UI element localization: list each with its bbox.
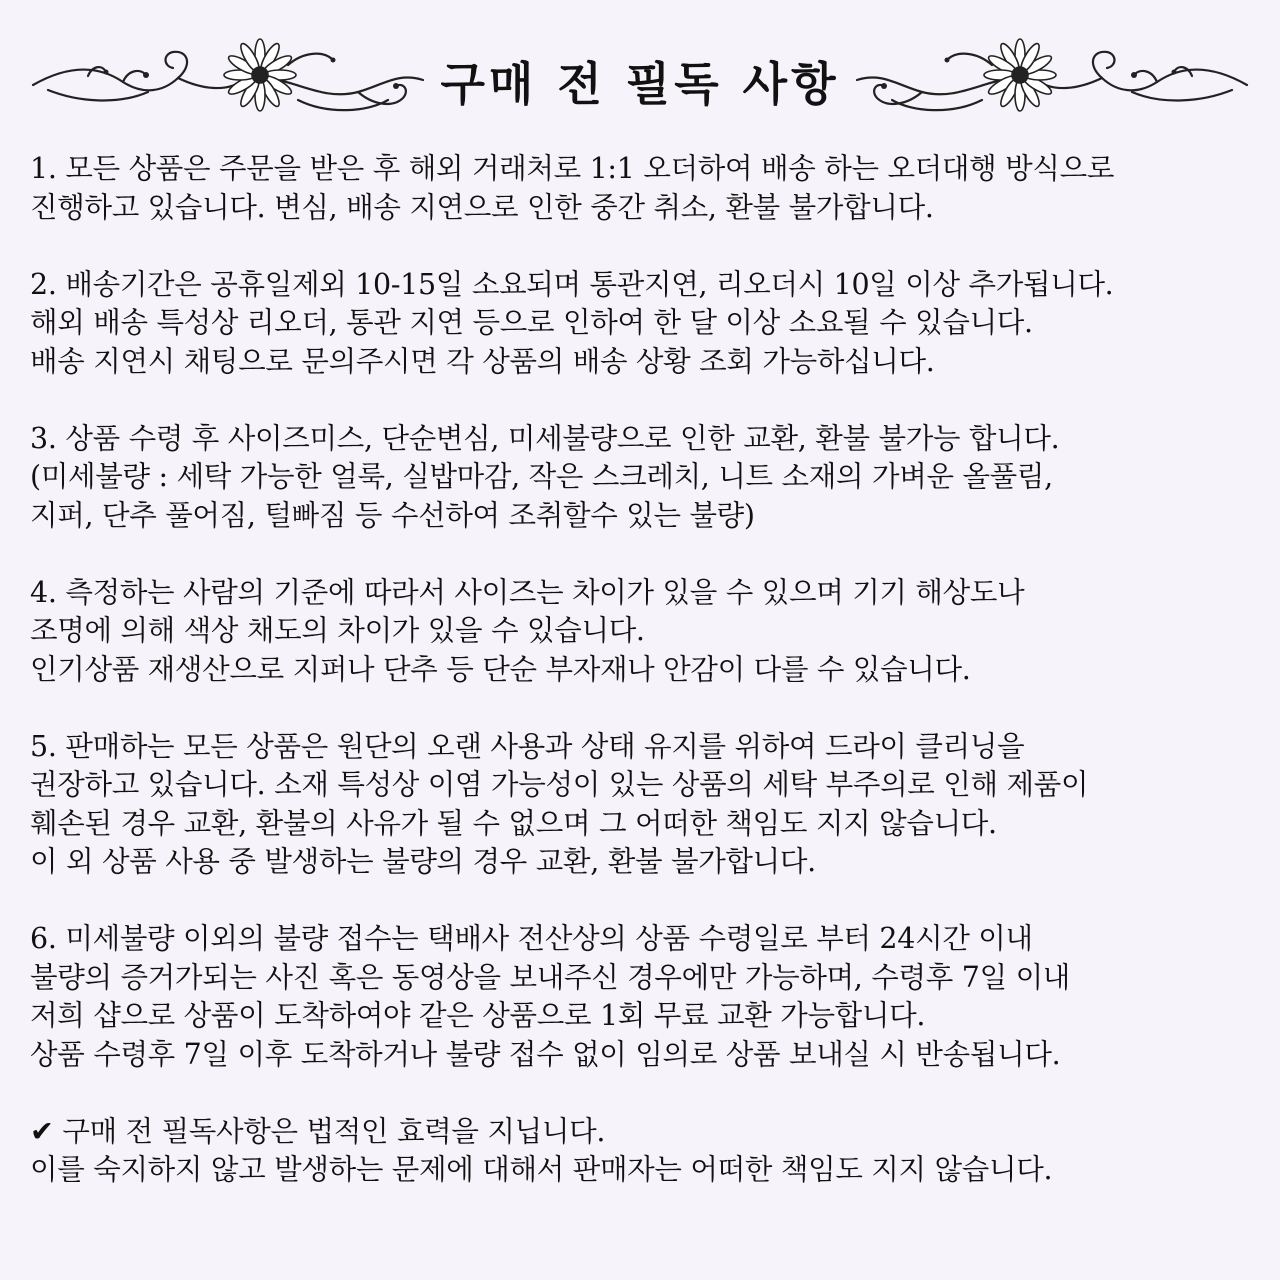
section-line: 이 외 상품 사용 중 발생하는 불량의 경우 교환, 환불 불가합니다. bbox=[30, 845, 816, 878]
section-2 bbox=[30, 266, 1262, 382]
section-line: 6. 미세불량 이외의 불량 접수는 택배사 전산상의 상품 수령일로 부터 24시간 이내 bbox=[30, 922, 1033, 955]
header bbox=[0, 30, 1280, 130]
section-line: 배송 지연시 채팅으로 문의주시면 각 상품의 배송 상황 조회 가능하십니다. bbox=[30, 344, 935, 378]
section-line: 조명에 의해 색상 채도의 차이가 있을 수 있습니다. bbox=[30, 614, 645, 647]
section-line: 불량의 증거가되는 사진 혹은 동영상을 보내주신 경우에만 가능하며, 수령후 7일 이내 bbox=[30, 960, 1071, 994]
check-mark-icon: ✔ bbox=[30, 1114, 54, 1148]
section-3 bbox=[30, 420, 1262, 536]
section-line: 인기상품 재생산으로 지퍼나 단추 등 단순 부자재나 안감이 다를 수 있습니다. bbox=[30, 652, 971, 686]
final-notice bbox=[30, 1113, 1262, 1190]
section-line: 해외 배송 특성상 리오더, 통관 지연 등으로 인하여 한 달 이상 소요될 수 있습니다. bbox=[30, 306, 1033, 339]
section-line: 1. 모든 상품은 주문을 받은 후 해외 거래처로 1:1 오더하여 배송 하는 오더대행 방식으로 bbox=[30, 152, 1115, 185]
section-line: 훼손된 경우 교환, 환불의 사유가 될 수 없으며 그 어떠한 책임도 지지 않습니다. bbox=[30, 806, 997, 840]
section-line: (미세불량 : 세탁 가능한 얼룩, 실밥마감, 작은 스크레치, 니트 소재의 가벼운 올풀림, bbox=[30, 460, 1053, 493]
notice-content bbox=[30, 150, 1262, 1228]
section-line: 5. 판매하는 모든 상품은 원단의 오랜 사용과 상태 유지를 위하여 드라이 클리닝을 bbox=[30, 729, 1025, 763]
section-5 bbox=[30, 728, 1262, 882]
page-title: 구매 전 필독 사항 bbox=[440, 57, 840, 111]
section-6 bbox=[30, 920, 1262, 1074]
section-line: 4. 측정하는 사람의 기준에 따라서 사이즈는 차이가 있을 수 있으며 기기 해상도나 bbox=[30, 575, 1025, 609]
section-line: 지퍼, 단추 풀어짐, 털빠짐 등 수선하여 조취할수 있는 불량) bbox=[30, 498, 755, 532]
section-4 bbox=[30, 574, 1262, 690]
final-notice-line-2: 이를 숙지하지 않고 발생하는 문제에 대해서 판매자는 어떠한 책임도 지지 않습니다. bbox=[30, 1153, 1053, 1186]
section-line: 권장하고 있습니다. 소재 특성상 이염 가능성이 있는 상품의 세탁 부주의로 인해 제품이 bbox=[30, 768, 1089, 801]
section-line: 2. 배송기간은 공휴일제외 10-15일 소요되며 통관지연, 리오더시 10일 이상 추가됩니다. bbox=[30, 267, 1114, 301]
flourish-ornament-right bbox=[852, 30, 1252, 130]
section-line: 3. 상품 수령 후 사이즈미스, 단순변심, 미세불량으로 인한 교환, 환불 불가능 합니다. bbox=[30, 421, 1060, 455]
section-1 bbox=[30, 150, 1262, 227]
section-line: 상품 수령후 7일 이후 도착하거나 불량 접수 없이 임의로 상품 보내실 시 반송됩니다. bbox=[30, 1037, 1061, 1071]
section-line: 저희 샵으로 상품이 도착하여야 같은 상품으로 1회 무료 교환 가능합니다. bbox=[30, 999, 926, 1032]
notice-text: 구매 전 필독사항은 법적인 효력을 지닙니다. bbox=[62, 1114, 606, 1148]
final-notice-line-1 bbox=[30, 1113, 1262, 1152]
section-line: 진행하고 있습니다. 변심, 배송 지연으로 인한 중간 취소, 환불 불가합니다. bbox=[30, 190, 934, 224]
